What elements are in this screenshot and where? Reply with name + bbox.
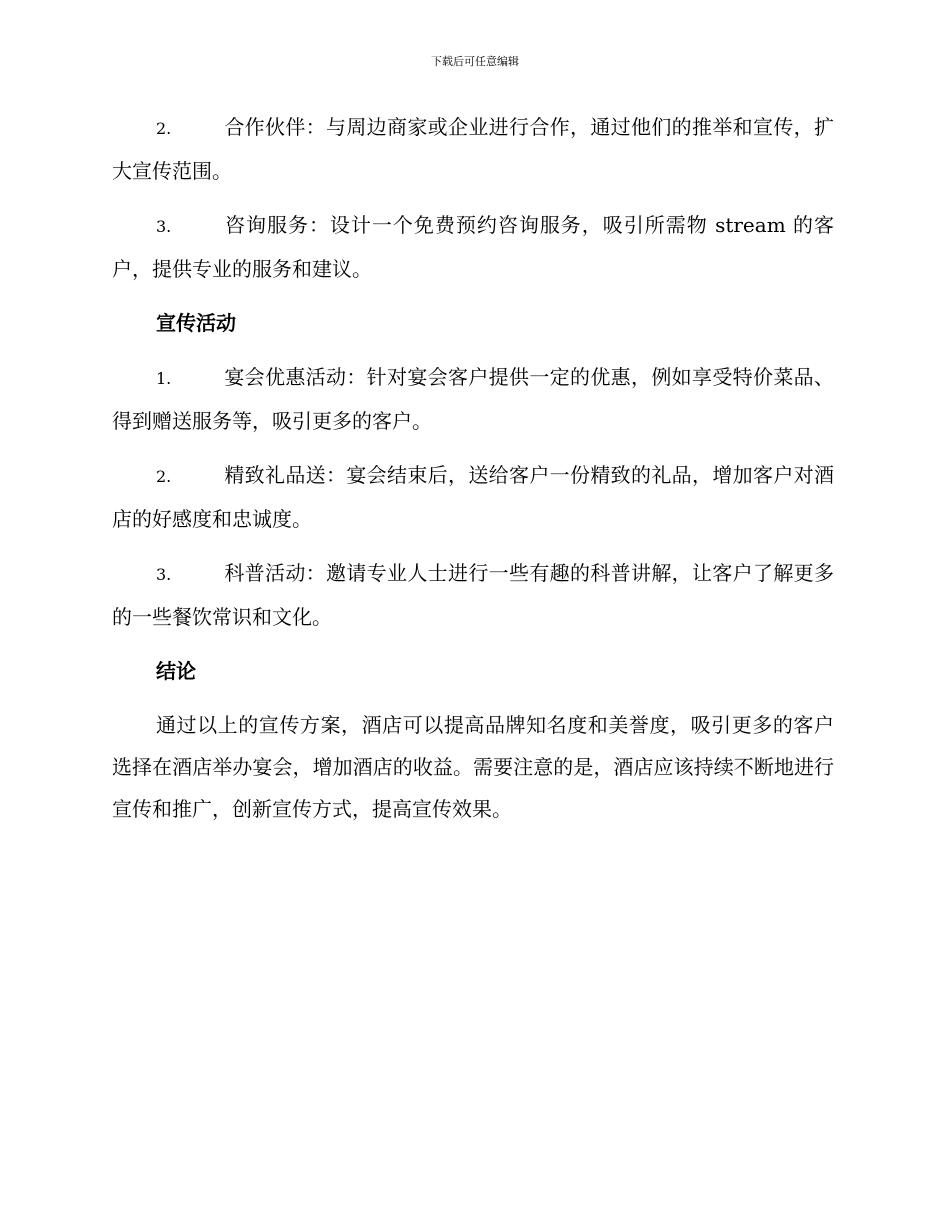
list-item	[112, 552, 834, 638]
list-number: 1.	[156, 369, 172, 388]
list-text: 科普活动：邀请专业人士进行一些有趣的科普讲解，让客户了解更多的一些餐饮常识和文化。	[112, 561, 834, 629]
list-number: 3.	[156, 217, 172, 236]
list-item	[112, 356, 834, 442]
list-text: 宴会优惠活动：针对宴会客户提供一定的优惠，例如享受特价菜品、得到赠送服务等，吸引更多的客户。	[112, 365, 834, 433]
section-heading-conclusion: 结论	[156, 659, 196, 683]
list-item	[112, 454, 834, 540]
document-body	[112, 106, 834, 842]
list-number: 3.	[156, 565, 172, 584]
page-header: 下载后可任意编辑	[431, 55, 519, 68]
conclusion-paragraph: 通过以上的宣传方案，酒店可以提高品牌知名度和美誉度，吸引更多的客户选择在酒店举办宴会，增加酒店的收益。需要注意的是，酒店应该持续不断地进行宣传和推广，创新宣传方式，提高宣传效果。	[112, 713, 834, 821]
list-item	[112, 106, 834, 192]
list-text: 合作伙伴：与周边商家或企业进行合作，通过他们的推举和宣传，扩大宣传范围。	[112, 115, 834, 183]
list-item	[112, 204, 834, 290]
list-number: 2.	[156, 467, 172, 486]
list-text: 咨询服务：设计一个免费预约咨询服务，吸引所需物 stream 的客户，提供专业的服务和建议。	[112, 213, 834, 281]
list-number: 2.	[156, 119, 172, 138]
section-heading-promotions: 宣传活动	[156, 311, 236, 335]
list-text: 精致礼品送：宴会结束后，送给客户一份精致的礼品，增加客户对酒店的好感度和忠诚度。	[112, 463, 834, 531]
